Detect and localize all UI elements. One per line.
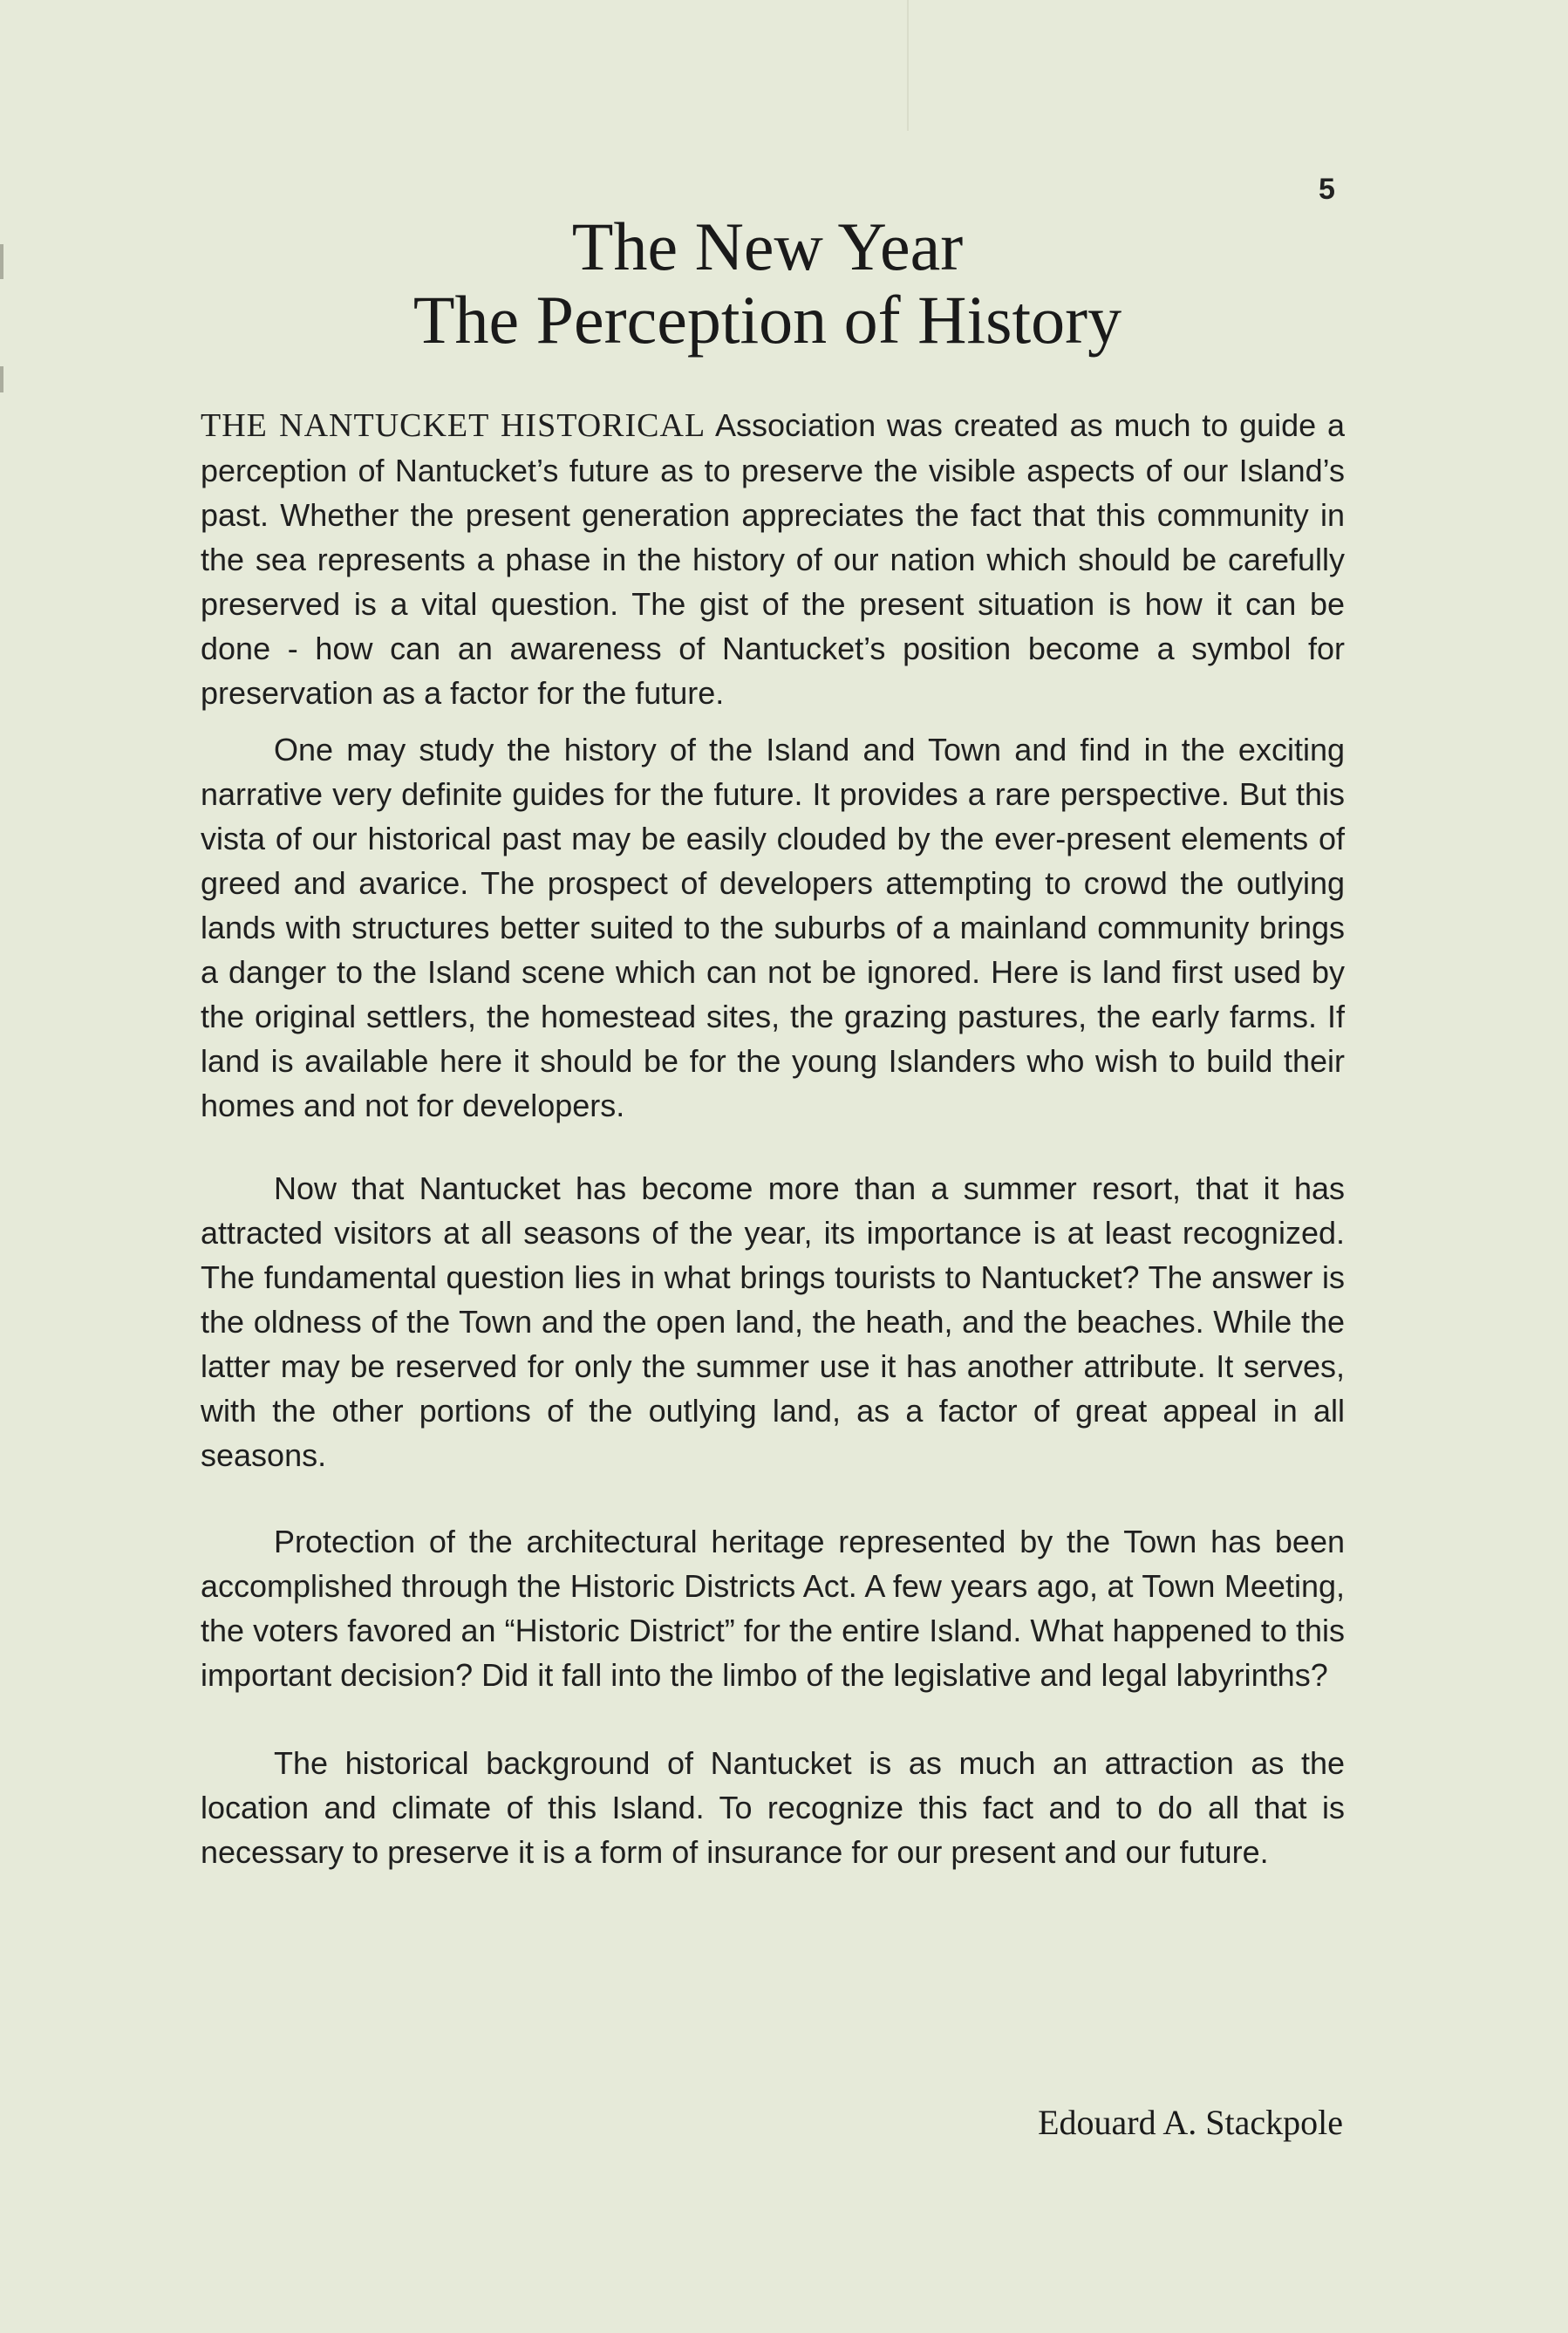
article-paragraph xyxy=(201,403,1345,715)
left-edge-mark xyxy=(0,244,3,279)
article-body xyxy=(201,403,1345,1874)
lead-in-caps: THE NANTUCKET HISTORICAL xyxy=(201,407,706,444)
article-paragraph: Protection of the architectural heritage represented by the Town has been accomplished through the Historic Districts Act. A few years ago, at Town Meeting, the voters favored an “Historic District” for the entire Island. What happened to this important decision? Did it fall into the limbo of the legislative and legal labyrinths? xyxy=(201,1524,1345,1693)
left-edge-mark xyxy=(0,366,3,392)
author-signature: Edouard A. Stackpole xyxy=(1038,2103,1343,2142)
article-paragraph: One may study the history of the Island and Town and find in the exciting narrative very definite guides for the future. It provides a rare perspective. But this vista of our historical past may be easily clouded by the ever-present elements of greed and avarice. The prospect of developers attempting to crowd the outlying lands with structures better suited to the suburbs of a mainland community brings a danger to the Island scene which can not be ignored. Here is land first used by the original settlers, the homestead sites, the grazing pastures, the early farms. If land is available here it should be for the young Islanders who wish to build their homes and not for developers. xyxy=(201,732,1345,1123)
page-number: 5 xyxy=(1319,173,1335,206)
paragraph-text: Association was created as much to guide a perception of Nantucket’s future as to preserve the visible aspects of our Island’s past. Whether the present generation appreciates the fact that this community in the sea represents a phase in the history of our nation which should be carefully preserved is a vital question. The gist of the present situation is how it can be done - how can an awareness of Nantucket’s position become a symbol for preservation as a factor for the future. xyxy=(201,407,1346,711)
page-fold-shadow xyxy=(907,0,909,131)
page-title: The New Year xyxy=(571,208,964,284)
article-paragraph: Now that Nantucket has become more than a summer resort, that it has attracted visitors at all seasons of the year, its importance is at least recognized. The fundamental question lies in what brings tourists to Nantucket? The answer is the oldness of the Town and the open land, the heath, and the beaches. While the latter may be reserved for only the summer use it has another attribute. It serves, with the other portions of the outlying land, as a factor of great appeal in all seasons. xyxy=(201,1170,1345,1473)
article-paragraph: The historical background of Nantucket is as much an attraction as the location and climate of this Island. To recognize this fact and to do all that is necessary to preserve it is a form of insurance for our present and our future. xyxy=(201,1745,1345,1870)
page-subtitle: The Perception of History xyxy=(412,282,1122,358)
